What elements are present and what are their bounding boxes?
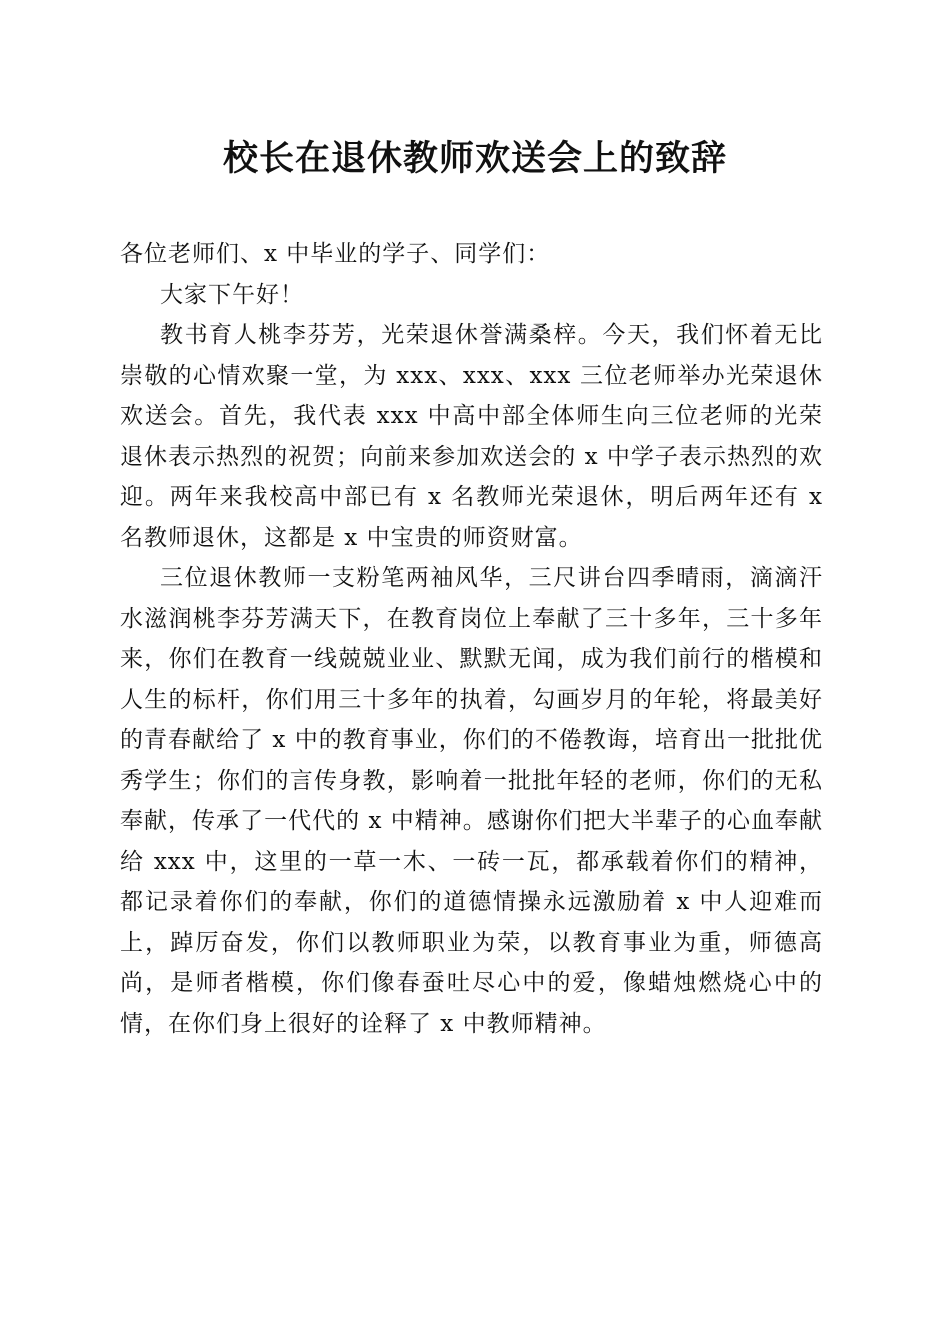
greeting: 大家下午好！ bbox=[160, 281, 304, 308]
document-title: 校长在退休教师欢送会上的致辞 bbox=[222, 138, 727, 179]
document-body bbox=[120, 234, 823, 1044]
salutation: 各位老师们、x 中毕业的学子、同学们： bbox=[120, 241, 551, 267]
paragraph-2: 三位退休教师一支粉笔两袖风华，三尺讲台四季晴雨，滴滴汗水滋润桃李芬芳满天下，在教育岗位上奉献了三十多年，三十多年来，你们在教育一线兢兢业业、默默无闻，成为我们前行的楷模和人生的标杆，你们用三十多年的执着，勾画岁月的年轮，将最美好的青春献给了 x 中的教育事业，你们的不倦教诲，培育出一批批优秀学生；你们的言传身教，影响着一批批年轻的老师，你们的无私奉献，传承了一代代的 x 中精神。感谢你们把大半辈子的心血奉献给 xxx 中，这里的一草一木、一砖一瓦，都承载着你们的精神，都记录着你们的奉献，你们的道德情操永远激励着 x 中人迎难而上，踔厉奋发，你们以教师职业为荣，以教育事业为重，师德高尚，是师者楷模，你们像春蚕吐尽心中的爱，像蜡烛燃烧心中的情，在你们身上很好的诠释了 x 中教师精神。 bbox=[120, 565, 823, 1037]
paragraph-1: 教书育人桃李芬芳，光荣退休誉满桑梓。今天，我们怀着无比崇敬的心情欢聚一堂，为 xxx、xxx、xxx 三位老师举办光荣退休欢送会。首先，我代表 xxx 中高中部全体师生向三位老师的光荣退休表示热烈的祝贺；向前来参加欢送会的 x 中学子表示热烈的欢迎。两年来我校高中部已有 x 名教师光荣退休，明后两年还有 x 名教师退休，这都是 x 中宝贵的师资财富。 bbox=[120, 322, 823, 551]
